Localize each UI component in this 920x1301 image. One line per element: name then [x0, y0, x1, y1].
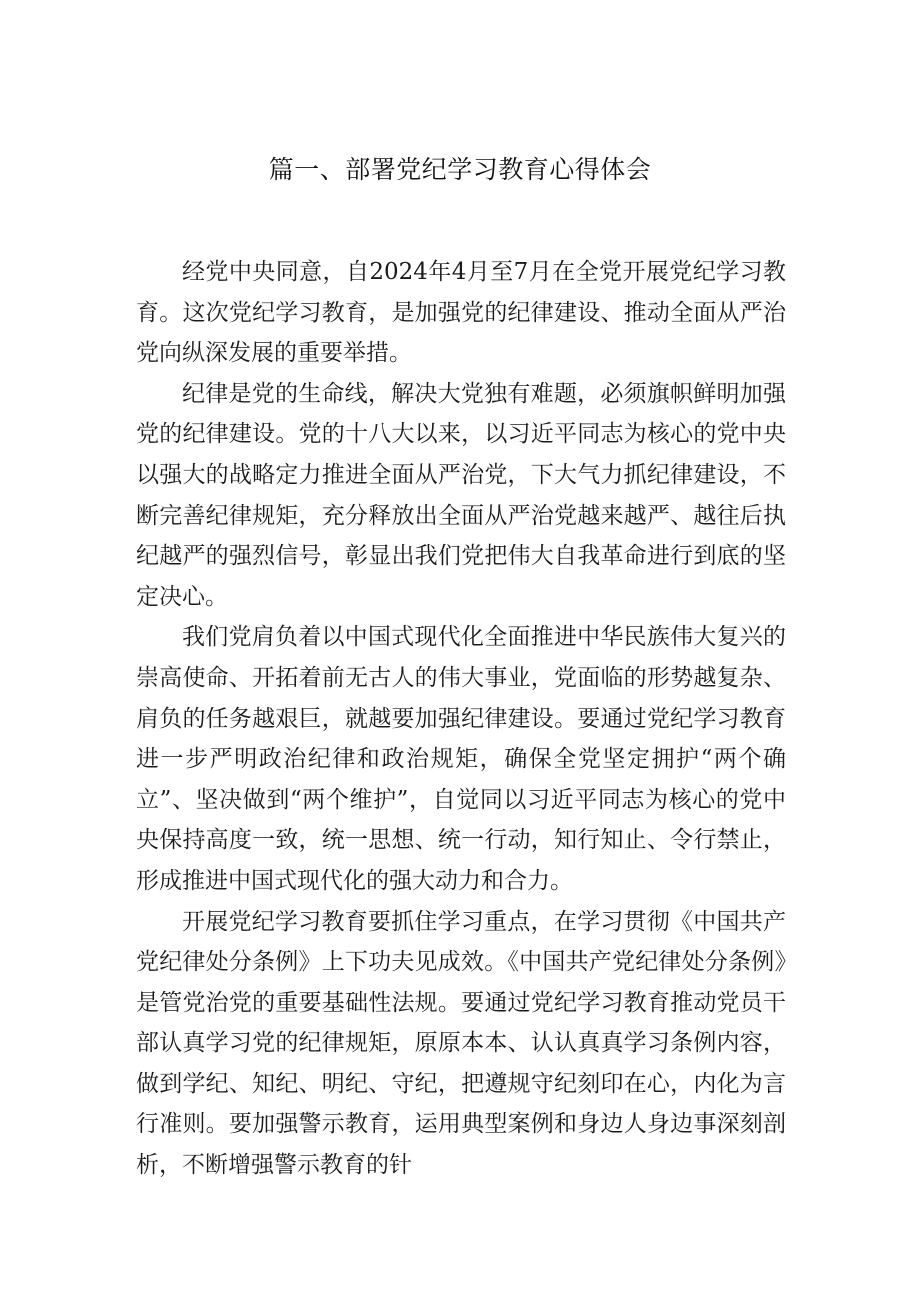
paragraph-1: 经党中央同意，自2024年4月至7月在全党开展党纪学习教育。这次党纪学习教育，是加强党的纪律建设、推动全面从严治党向纵深发展的重要举措。: [136, 259, 786, 367]
paragraph-2: 纪律是党的生命线，解决大党独有难题，必须旗帜鲜明加强党的纪律建设。党的十八大以来，以习近平同志为核心的党中央以强大的战略定力推进全面从严治党，下大气力抓纪律建设，不断完善纪律规矩，充分释放出全面从严治党越来越严、越往后执纪越严的强烈信号，彰显出我们党把伟大自我革命进行到底的坚定决心。: [136, 380, 786, 610]
document-title: 篇一、部署党纪学习教育心得体会: [268, 155, 652, 184]
document-body: [136, 252, 786, 1186]
paragraph-3: 我们党肩负着以中国式现代化全面推进中华民族伟大复兴的崇高使命、开拓着前无古人的伟大事业，党面临的形势越复杂、肩负的任务越艰巨，就越要加强纪律建设。要通过党纪学习教育进一步严明政治纪律和政治规矩，确保全党坚定拥护“两个确立”、坚决做到“两个维护”，自觉同以习近平同志为核心的党中央保持高度一致，统一思想、统一行动，知行知止、令行禁止，形成推进中国式现代化的强大动力和合力。: [136, 624, 786, 894]
paragraph-4: 开展党纪学习教育要抓住学习重点，在学习贯彻《中国共产党纪律处分条例》上下功夫见成效。《中国共产党纪律处分条例》是管党治党的重要基础性法规。要通过党纪学习教育推动党员干部认真学习党的纪律规矩，原原本本、认认真真学习条例内容，做到学纪、知纪、明纪、守纪，把遵规守纪刻印在心，内化为言行准则。要加强警示教育，运用典型案例和身边人身边事深刻剖析，不断增强警示教育的针: [136, 908, 786, 1179]
